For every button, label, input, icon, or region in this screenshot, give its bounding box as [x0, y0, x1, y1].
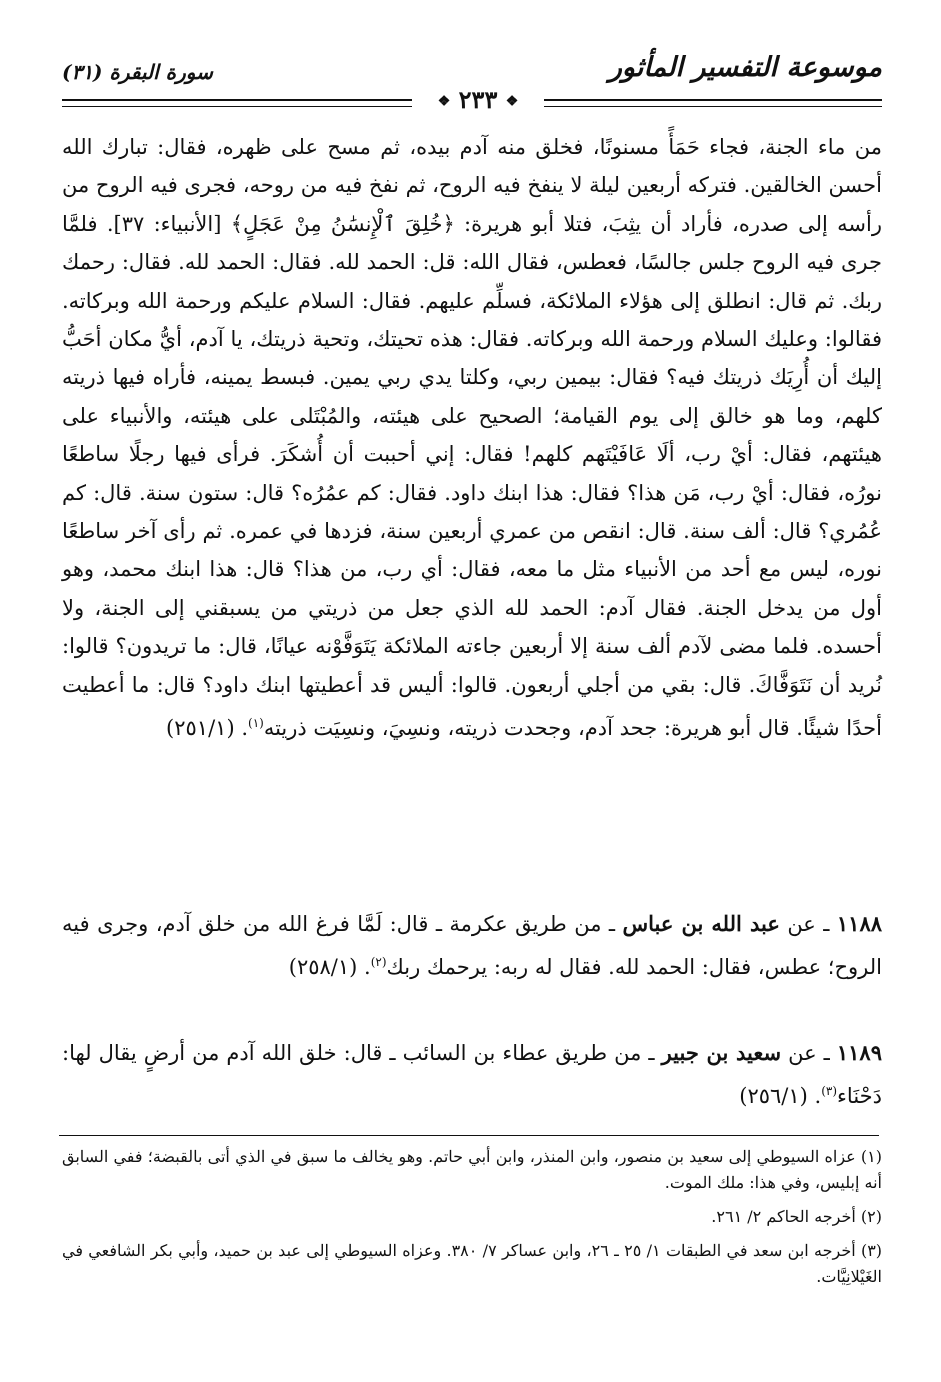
- footnote-3: (٣) أخرجه ابن سعد في الطبقات ١/ ٢٥ ـ ٢٦، وابن عساكر ٧/ ٣٨٠. وعزاه السيوطي إلى عبد بن حميد، وأبي بكر الشافعي في الغَيْلانِيَّات.: [62, 1241, 883, 1286]
- ornament-icon: ❖: [505, 93, 519, 110]
- footnote-marker: (١): [248, 716, 264, 731]
- page-number-box: [412, 85, 544, 114]
- source-reference: . (٢٥٦/١): [739, 1084, 822, 1109]
- entry-number: ١١٨٩: [836, 1040, 882, 1065]
- footnote-2: (٢) أخرجه الحاكم ٢/ ٢٦١.: [711, 1207, 882, 1226]
- hadith-entry-1189: [62, 1034, 882, 1116]
- header-rule-left: [62, 99, 412, 107]
- hadith-entry-1188: [62, 905, 882, 987]
- main-text: من ماء الجنة، فجاء حَمَأً مسنونًا، فخلق منه آدم بيده، ثم مسح على ظهره، فقال: تبارك الله أحسن الخالقين. فتركه أربعين ليلة لا ينفخ فيه الروح، ثم نفخ فيه من روحه، فجرى فيه الروح من رأسه إلى صدره، فأراد أن يثِبَ، فتلا أبو هريرة: ﴿خُلِقَ ٱلْإِنسَٰنُ مِنْ عَجَلٍ﴾ [الأنبياء: ٣٧]. فلمَّا جرى فيه الروح جلس جالسًا، فعطس، فقال الله: قل: الحمد لله. فقال: الحمد لله. فقال: رحمك ربك. ثم قال: انطلق إلى هؤلاء الملائكة، فسلِّم عليهم. فقال: السلام عليكم ورحمة الله وبركاته. فقالوا: وعليك السلام ورحمة الله وبركاته. فقال: هذه تحيتك، وتحية ذريتك، يا آدم، أيُّ مكان أحَبُّ إليك أن أُرِيَك ذريتك فيه؟ فقال: بيمين ربي، وكلتا يدي ربي يمين. فبسط يمينه، فأراه فيها ذريته كلهم، وما هو خالق إلى يوم القيامة؛ الصحيح على هيئته، والمُبْتَلى على هيئته، والأنبياء على هيئتهم، فقال: أيْ رب، ألَا عَافَيْتَهم كلهم! فقال: إني أحببت أن أُشكَرَ. فرأى فيها رجلًا ساطعًا نورُه، فقال: أيْ رب، مَن هذا؟ فقال: هذا ابنك داود. فقال: كم عمُرُه؟ قال: ستون سنة. قال: كم عُمُري؟ قال: ألف سنة. قال: انقص من عمري أربعين سنة، فزدها في عمره. ثم رأى آخر ساطعًا نوره، ليس مع أحد من الأنبياء مثل ما معه، فقال: أي رب، من هذا؟ قال: هذا ابنك محمد، وهو أول من يدخل الجنة. فقال آدم: الحمد لله الذي جعل من ذريتي من يسبقني إلى الجنة، ولا أحسده. فلما مضى لآدم ألف سنة إلا أربعين جاءته الملائكة يَتَوَفَّوْنه عيانًا، قال: ما تريدون؟ قالوا: نُريد أن نَتَوَفَّاكَ. قال: بقي من أجلي أربعون. قالوا: أليس قد أعطيتها ابنك داود؟ قال: ما أعطيت أحدًا شيئًا. قال أبو هريرة: جحد آدم، وجحدت ذريته، ونسِيَ، ونسِيَت ذريته: [62, 135, 882, 741]
- footnotes: [62, 1144, 882, 1298]
- narrator-name: عبد الله بن عباس: [622, 911, 780, 936]
- header-rule-right: [544, 99, 882, 107]
- page-number: ٢٣٣: [458, 85, 498, 114]
- source-reference: . (٢٥١/١): [166, 716, 248, 741]
- footnote-marker: (٢): [370, 955, 387, 970]
- footnote-1: (١) عزاه السيوطي إلى سعيد بن منصور، وابن المنذر، وابن أبي حاتم. وهو يخالف ما سبق في الذي أتى بالقبضة؛ ففي السابق أنه إبليس، وفي هذا: ملك الموت.: [62, 1147, 882, 1192]
- entry-number: ١١٨٨: [836, 911, 883, 936]
- entry-text: ـ من طريق عطاء بن السائب ـ قال: خلق الله آدم من أرضٍ يقال لها: دَحْنَاء: [62, 1041, 882, 1109]
- entry-connector: ـ عن: [779, 912, 837, 936]
- narrator-name: سعيد بن جبير: [661, 1040, 782, 1065]
- header-rule: [62, 85, 882, 114]
- surah-title: سورة البقرة (٣١): [62, 60, 213, 84]
- page-header: [62, 52, 882, 114]
- source-reference: . (٢٥٨/١): [288, 955, 371, 980]
- main-paragraph: [62, 128, 882, 748]
- entry-text: ـ من طريق عكرمة ـ قال: لَمَّا فرغ الله من خلق آدم، وجرى فيه الروح؛ عطس، فقال: الحمد لله. فقال له ربه: يرحمك ربك: [62, 912, 882, 980]
- ornament-icon: ❖: [437, 93, 451, 110]
- footnote-marker: (٣): [821, 1084, 838, 1099]
- entry-connector: ـ عن: [781, 1041, 837, 1065]
- book-title: موسوعة التفسير المأثور: [608, 52, 882, 83]
- footnote-divider: [59, 1135, 879, 1136]
